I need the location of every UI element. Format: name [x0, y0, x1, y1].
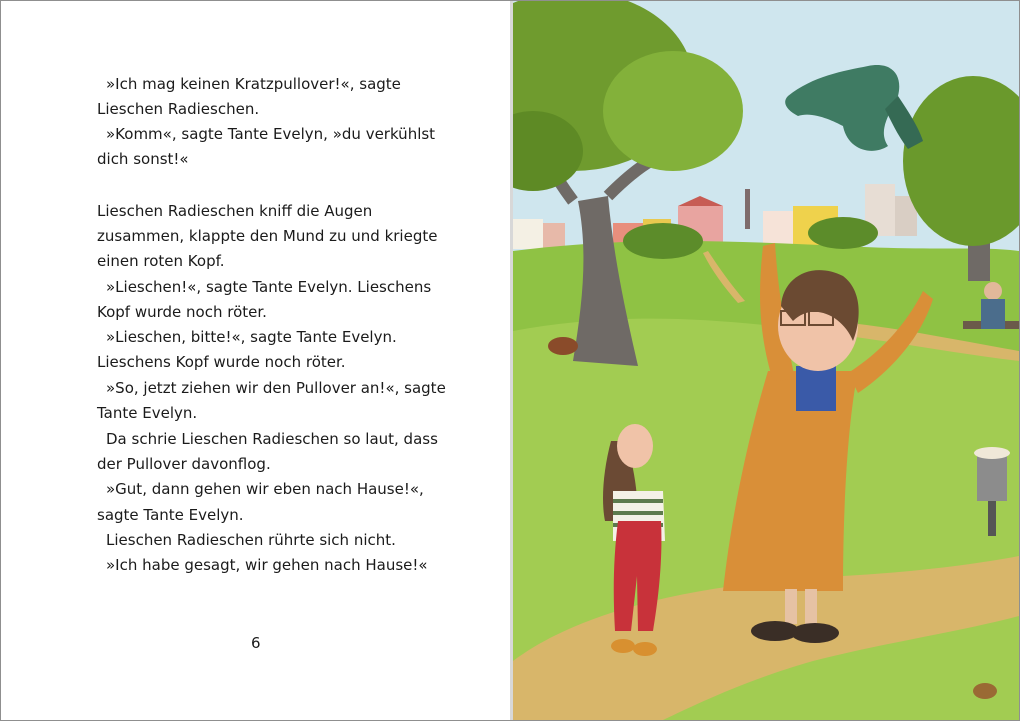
text-line: Lieschens Kopf wurde noch röter.	[97, 353, 346, 371]
dog	[548, 337, 578, 355]
text-line: der Pullover davonflog.	[97, 455, 271, 473]
text-line: »Lieschen!«, sagte Tante Evelyn. Lieschens	[106, 278, 432, 296]
text-line: »Lieschen, bitte!«, sagte Tante Evelyn.	[106, 328, 397, 346]
page-number: 6	[251, 634, 261, 652]
text-line: »Ich mag keinen Kratzpullover!«, sagte	[106, 75, 401, 93]
text-line: Kopf wurde noch röter.	[97, 303, 267, 321]
park-illustration	[513, 1, 1019, 720]
text-line: Lieschen Radieschen rührte sich nicht.	[106, 531, 396, 549]
text-line: »Komm«, sagte Tante Evelyn, »du verkühlst	[106, 125, 436, 143]
text-page	[1, 1, 510, 720]
text-line: zusammen, klappte den Mund zu und kriegte	[97, 227, 438, 245]
illustration-page	[513, 1, 1019, 720]
text-line: Lieschen Radieschen.	[97, 100, 260, 118]
bird	[973, 683, 997, 699]
text-line: einen roten Kopf.	[97, 252, 225, 270]
text-line: sagte Tante Evelyn.	[97, 506, 244, 524]
text-line: Lieschen Radieschen kniff die Augen	[97, 202, 373, 220]
text-line: dich sonst!«	[97, 150, 189, 168]
text-line: »So, jetzt ziehen wir den Pullover an!«, sagte	[106, 379, 446, 397]
text-line: »Ich habe gesagt, wir gehen nach Hause!«	[106, 556, 428, 574]
text-line: Tante Evelyn.	[97, 404, 198, 422]
text-line: »Gut, dann gehen wir eben nach Hause!«,	[106, 480, 424, 498]
text-line: Da schrie Lieschen Radieschen so laut, dass	[106, 430, 438, 448]
